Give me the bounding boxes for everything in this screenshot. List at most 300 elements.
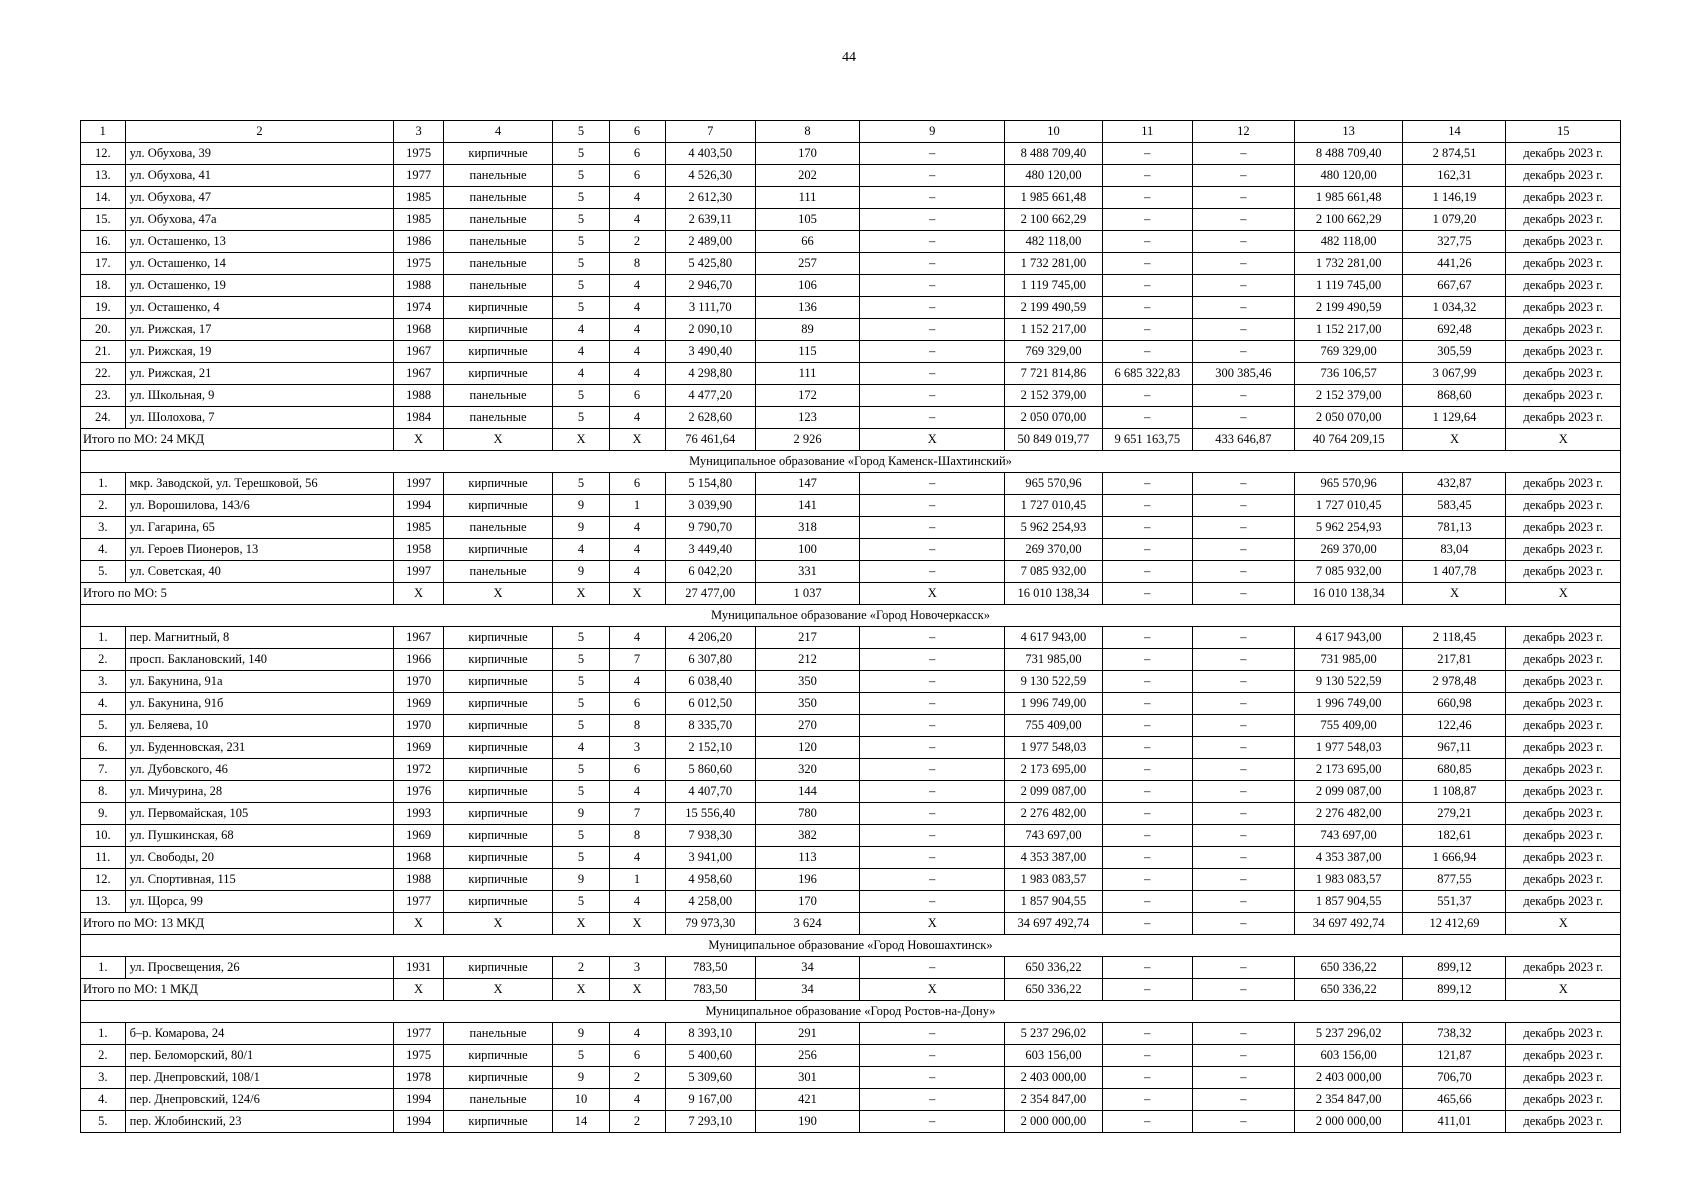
table-cell: 4: [609, 539, 665, 561]
table-cell: 16.: [81, 231, 126, 253]
table-cell: 217: [755, 627, 859, 649]
table-cell: 147: [755, 473, 859, 495]
table-cell: 5: [553, 847, 609, 869]
table-cell: –: [860, 1089, 1005, 1111]
table-cell: 1975: [394, 143, 443, 165]
total-label: Итого по МО: 13 МКД: [81, 913, 394, 935]
table-cell: панельные: [443, 1089, 553, 1111]
table-cell: 6: [609, 693, 665, 715]
address-cell: ул. Рижская, 19: [125, 341, 394, 363]
total-cell: 79 973,30: [665, 913, 755, 935]
table-cell: –: [1102, 253, 1192, 275]
table-cell: 9: [553, 517, 609, 539]
table-cell: 2 173 695,00: [1294, 759, 1403, 781]
table-cell: –: [1102, 957, 1192, 979]
table-cell: 4: [553, 363, 609, 385]
table-cell: 650 336,22: [1005, 957, 1102, 979]
page-number: 44: [842, 50, 856, 65]
table-cell: 2: [609, 1067, 665, 1089]
table-cell: 4: [609, 627, 665, 649]
table-cell: 115: [755, 341, 859, 363]
total-cell: X: [860, 429, 1005, 451]
table-cell: 4: [553, 539, 609, 561]
table-cell: 965 570,96: [1294, 473, 1403, 495]
total-cell: X: [609, 979, 665, 1001]
table-cell: 692,48: [1403, 319, 1506, 341]
table-cell: 1985: [394, 209, 443, 231]
table-cell: 1968: [394, 847, 443, 869]
table-cell: –: [1102, 891, 1192, 913]
table-cell: 2 199 490,59: [1005, 297, 1102, 319]
table-cell: декабрь 2023 г.: [1506, 209, 1621, 231]
table-cell: декабрь 2023 г.: [1506, 165, 1621, 187]
table-cell: 4.: [81, 539, 126, 561]
table-cell: 170: [755, 891, 859, 913]
table-cell: 2 403 000,00: [1005, 1067, 1102, 1089]
table-cell: 2 628,60: [665, 407, 755, 429]
table-cell: 1: [609, 495, 665, 517]
table-cell: панельные: [443, 385, 553, 407]
table-cell: 9: [553, 869, 609, 891]
table-cell: декабрь 2023 г.: [1506, 253, 1621, 275]
total-row: [81, 979, 1621, 1001]
table-cell: –: [860, 693, 1005, 715]
address-cell: ул. Пушкинская, 68: [125, 825, 394, 847]
table-row: [81, 143, 1621, 165]
table-cell: декабрь 2023 г.: [1506, 803, 1621, 825]
table-cell: панельные: [443, 253, 553, 275]
total-cell: 433 646,87: [1192, 429, 1294, 451]
table-cell: 1 732 281,00: [1005, 253, 1102, 275]
total-cell: X: [443, 429, 553, 451]
table-cell: 5 962 254,93: [1005, 517, 1102, 539]
table-cell: декабрь 2023 г.: [1506, 671, 1621, 693]
table-cell: 8 393,10: [665, 1023, 755, 1045]
table-cell: декабрь 2023 г.: [1506, 539, 1621, 561]
table-cell: декабрь 2023 г.: [1506, 473, 1621, 495]
address-cell: ул. Рижская, 21: [125, 363, 394, 385]
table-cell: –: [1192, 495, 1294, 517]
table-row: [81, 341, 1621, 363]
table-cell: 2 100 662,29: [1294, 209, 1403, 231]
table-cell: 5: [553, 209, 609, 231]
table-cell: 13.: [81, 891, 126, 913]
table-cell: 8.: [81, 781, 126, 803]
table-cell: –: [1102, 781, 1192, 803]
table-cell: 120: [755, 737, 859, 759]
table-cell: 4: [609, 341, 665, 363]
table-cell: 5: [553, 627, 609, 649]
table-cell: 9: [553, 561, 609, 583]
table-cell: –: [1102, 649, 1192, 671]
total-cell: X: [553, 583, 609, 605]
total-cell: 1 037: [755, 583, 859, 605]
table-cell: 3: [609, 737, 665, 759]
table-cell: 350: [755, 671, 859, 693]
table-cell: –: [1102, 627, 1192, 649]
table-cell: декабрь 2023 г.: [1506, 1089, 1621, 1111]
table-cell: –: [1102, 275, 1192, 297]
table-cell: 2 090,10: [665, 319, 755, 341]
address-cell: ул. Бакунина, 91б: [125, 693, 394, 715]
table-cell: кирпичные: [443, 715, 553, 737]
table-cell: 13.: [81, 165, 126, 187]
table-cell: 4: [609, 187, 665, 209]
table-cell: –: [860, 297, 1005, 319]
table-cell: панельные: [443, 209, 553, 231]
address-cell: пер. Беломорский, 80/1: [125, 1045, 394, 1067]
table-cell: панельные: [443, 561, 553, 583]
address-cell: ул. Бакунина, 91а: [125, 671, 394, 693]
table-cell: 1970: [394, 715, 443, 737]
address-cell: ул. Мичурина, 28: [125, 781, 394, 803]
total-cell: X: [443, 583, 553, 605]
table-cell: 291: [755, 1023, 859, 1045]
table-cell: –: [1102, 143, 1192, 165]
table-row: [81, 385, 1621, 407]
table-cell: панельные: [443, 517, 553, 539]
table-cell: –: [860, 957, 1005, 979]
table-cell: –: [860, 473, 1005, 495]
table-cell: 12.: [81, 869, 126, 891]
table-cell: 4 353 387,00: [1294, 847, 1403, 869]
table-cell: –: [1192, 561, 1294, 583]
table-row: [81, 297, 1621, 319]
table-cell: 1967: [394, 363, 443, 385]
total-cell: X: [553, 979, 609, 1001]
table-cell: –: [860, 759, 1005, 781]
table-cell: –: [1192, 165, 1294, 187]
address-cell: пер. Магнитный, 8: [125, 627, 394, 649]
table-row: [81, 649, 1621, 671]
table-cell: 4: [609, 891, 665, 913]
table-cell: 2 100 662,29: [1005, 209, 1102, 231]
table-cell: 1978: [394, 1067, 443, 1089]
table-cell: –: [860, 715, 1005, 737]
total-label: Итого по МО: 5: [81, 583, 394, 605]
table-cell: 22.: [81, 363, 126, 385]
table-cell: декабрь 2023 г.: [1506, 231, 1621, 253]
table-cell: 1997: [394, 561, 443, 583]
total-cell: 34 697 492,74: [1294, 913, 1403, 935]
table-cell: 2 173 695,00: [1005, 759, 1102, 781]
total-cell: –: [1102, 913, 1192, 935]
address-cell: ул. Беляева, 10: [125, 715, 394, 737]
municipality-header-row: [81, 605, 1621, 627]
column-number-header: 1: [81, 121, 126, 143]
table-cell: 4: [609, 407, 665, 429]
table-cell: 15.: [81, 209, 126, 231]
table-cell: 9: [553, 1023, 609, 1045]
table-cell: –: [860, 517, 1005, 539]
table-cell: панельные: [443, 407, 553, 429]
table-cell: декабрь 2023 г.: [1506, 561, 1621, 583]
table-cell: –: [1102, 473, 1192, 495]
table-cell: 2: [553, 957, 609, 979]
table-cell: кирпичные: [443, 671, 553, 693]
table-cell: 6 038,40: [665, 671, 755, 693]
table-cell: 8 335,70: [665, 715, 755, 737]
column-number-header: 12: [1192, 121, 1294, 143]
total-cell: X: [609, 913, 665, 935]
table-cell: 2 978,48: [1403, 671, 1506, 693]
table-cell: –: [1192, 1045, 1294, 1067]
table-cell: –: [1192, 143, 1294, 165]
total-row: [81, 583, 1621, 605]
table-cell: –: [1192, 341, 1294, 363]
table-cell: 706,70: [1403, 1067, 1506, 1089]
table-cell: 12.: [81, 143, 126, 165]
table-cell: 1969: [394, 737, 443, 759]
table-cell: 66: [755, 231, 859, 253]
total-cell: X: [1506, 583, 1621, 605]
total-label: Итого по МО: 24 МКД: [81, 429, 394, 451]
table-cell: –: [860, 385, 1005, 407]
table-cell: –: [1102, 737, 1192, 759]
total-cell: 899,12: [1403, 979, 1506, 1001]
table-cell: –: [860, 649, 1005, 671]
table-cell: 1988: [394, 385, 443, 407]
table-cell: 1977: [394, 1023, 443, 1045]
table-cell: –: [860, 187, 1005, 209]
column-number-header: 9: [860, 121, 1005, 143]
table-cell: –: [860, 803, 1005, 825]
table-cell: кирпичные: [443, 803, 553, 825]
table-row: [81, 847, 1621, 869]
table-cell: 1 119 745,00: [1005, 275, 1102, 297]
table-cell: декабрь 2023 г.: [1506, 649, 1621, 671]
column-number-header: 13: [1294, 121, 1403, 143]
table-cell: 5: [553, 715, 609, 737]
table-cell: 1 034,32: [1403, 297, 1506, 319]
table-cell: 1988: [394, 275, 443, 297]
table-row: [81, 715, 1621, 737]
address-cell: ул. Советская, 40: [125, 561, 394, 583]
municipality-title: Муниципальное образование «Город Новочеркасск»: [81, 605, 1621, 627]
table-cell: декабрь 2023 г.: [1506, 275, 1621, 297]
table-cell: 350: [755, 693, 859, 715]
table-cell: 2 276 482,00: [1005, 803, 1102, 825]
table-cell: 10: [553, 1089, 609, 1111]
table-cell: 6: [609, 143, 665, 165]
table-cell: 738,32: [1403, 1023, 1506, 1045]
table-cell: 2 639,11: [665, 209, 755, 231]
table-cell: декабрь 2023 г.: [1506, 1045, 1621, 1067]
table-cell: –: [860, 781, 1005, 803]
table-cell: –: [860, 671, 1005, 693]
table-row: [81, 957, 1621, 979]
table-cell: 4: [609, 319, 665, 341]
table-cell: –: [860, 209, 1005, 231]
total-cell: X: [394, 429, 443, 451]
municipality-title: Муниципальное образование «Город Каменск-Шахтинский»: [81, 451, 1621, 473]
table-cell: кирпичные: [443, 649, 553, 671]
table-cell: 1 996 749,00: [1005, 693, 1102, 715]
total-cell: X: [394, 979, 443, 1001]
table-row: [81, 363, 1621, 385]
table-cell: 8: [609, 253, 665, 275]
table-cell: 300 385,46: [1192, 363, 1294, 385]
table-cell: 1985: [394, 517, 443, 539]
table-cell: –: [1102, 671, 1192, 693]
address-cell: пер. Днепровский, 108/1: [125, 1067, 394, 1089]
total-cell: X: [553, 429, 609, 451]
table-cell: декабрь 2023 г.: [1506, 891, 1621, 913]
table-cell: декабрь 2023 г.: [1506, 319, 1621, 341]
table-cell: –: [1102, 1111, 1192, 1133]
table-cell: –: [1192, 253, 1294, 275]
table-cell: 3: [609, 957, 665, 979]
table-cell: –: [860, 891, 1005, 913]
table-cell: 269 370,00: [1294, 539, 1403, 561]
municipality-title: Муниципальное образование «Город Новошахтинск»: [81, 935, 1621, 957]
table-cell: 7 085 932,00: [1005, 561, 1102, 583]
table-cell: –: [1102, 803, 1192, 825]
table-cell: 1997: [394, 473, 443, 495]
table-cell: –: [860, 737, 1005, 759]
table-cell: 2 152 379,00: [1005, 385, 1102, 407]
table-cell: 111: [755, 187, 859, 209]
total-cell: X: [1506, 979, 1621, 1001]
column-number-header: 7: [665, 121, 755, 143]
table-cell: 2 874,51: [1403, 143, 1506, 165]
table-cell: –: [1192, 319, 1294, 341]
address-cell: ул. Школьная, 9: [125, 385, 394, 407]
table-cell: кирпичные: [443, 495, 553, 517]
table-cell: 7 721 814,86: [1005, 363, 1102, 385]
table-cell: 320: [755, 759, 859, 781]
total-cell: 34: [755, 979, 859, 1001]
table-cell: 2 152 379,00: [1294, 385, 1403, 407]
column-number-row: [81, 121, 1621, 143]
table-cell: 6 042,20: [665, 561, 755, 583]
table-cell: –: [1102, 495, 1192, 517]
total-cell: 650 336,22: [1005, 979, 1102, 1001]
table-cell: –: [860, 1067, 1005, 1089]
total-cell: –: [1102, 583, 1192, 605]
total-cell: X: [553, 913, 609, 935]
table-cell: 2 612,30: [665, 187, 755, 209]
table-cell: 6 685 322,83: [1102, 363, 1192, 385]
table-cell: 1 407,78: [1403, 561, 1506, 583]
table-cell: 2 000 000,00: [1005, 1111, 1102, 1133]
total-cell: 650 336,22: [1294, 979, 1403, 1001]
table-cell: 1 977 548,03: [1294, 737, 1403, 759]
table-cell: 6: [609, 165, 665, 187]
table-row: [81, 781, 1621, 803]
table-cell: 217,81: [1403, 649, 1506, 671]
table-cell: 967,11: [1403, 737, 1506, 759]
table-cell: 2 099 087,00: [1005, 781, 1102, 803]
table-row: [81, 1111, 1621, 1133]
table-cell: 1986: [394, 231, 443, 253]
table-cell: 2 000 000,00: [1294, 1111, 1403, 1133]
table-cell: 162,31: [1403, 165, 1506, 187]
table-cell: 1967: [394, 341, 443, 363]
table-cell: 5.: [81, 1111, 126, 1133]
table-cell: 660,98: [1403, 693, 1506, 715]
table-cell: 1 983 083,57: [1294, 869, 1403, 891]
table-cell: –: [1102, 165, 1192, 187]
address-cell: ул. Рижская, 17: [125, 319, 394, 341]
total-cell: 16 010 138,34: [1005, 583, 1102, 605]
table-cell: –: [1102, 517, 1192, 539]
table-cell: 1 152 217,00: [1005, 319, 1102, 341]
table-cell: 4.: [81, 1089, 126, 1111]
table-cell: 899,12: [1403, 957, 1506, 979]
table-cell: 1993: [394, 803, 443, 825]
table-cell: –: [1192, 803, 1294, 825]
table-cell: –: [1192, 1067, 1294, 1089]
table-cell: кирпичные: [443, 737, 553, 759]
table-cell: 1967: [394, 627, 443, 649]
table-cell: –: [1102, 539, 1192, 561]
table-cell: 14.: [81, 187, 126, 209]
table-cell: 780: [755, 803, 859, 825]
table-cell: –: [1192, 891, 1294, 913]
table-cell: 6: [609, 1045, 665, 1067]
address-cell: ул. Осташенко, 19: [125, 275, 394, 297]
table-cell: 5 237 296,02: [1005, 1023, 1102, 1045]
table-cell: 1974: [394, 297, 443, 319]
table-cell: –: [860, 495, 1005, 517]
total-cell: X: [860, 913, 1005, 935]
table-cell: 868,60: [1403, 385, 1506, 407]
table-cell: –: [1192, 1089, 1294, 1111]
table-cell: 667,67: [1403, 275, 1506, 297]
total-cell: 50 849 019,77: [1005, 429, 1102, 451]
table-cell: –: [1102, 693, 1192, 715]
address-cell: ул. Щорса, 99: [125, 891, 394, 913]
table-cell: 7: [609, 649, 665, 671]
table-cell: 2 118,45: [1403, 627, 1506, 649]
table-cell: 4 617 943,00: [1294, 627, 1403, 649]
table-cell: 18.: [81, 275, 126, 297]
column-number-header: 10: [1005, 121, 1102, 143]
table-cell: 111: [755, 363, 859, 385]
table-cell: 5: [553, 891, 609, 913]
table-cell: 5: [553, 693, 609, 715]
address-cell: ул. Просвещения, 26: [125, 957, 394, 979]
table-cell: –: [1102, 1089, 1192, 1111]
table-cell: 4.: [81, 693, 126, 715]
table-cell: 1 727 010,45: [1005, 495, 1102, 517]
table-cell: –: [1192, 385, 1294, 407]
table-cell: 4: [553, 737, 609, 759]
table-cell: 3.: [81, 1067, 126, 1089]
total-cell: 27 477,00: [665, 583, 755, 605]
table-cell: 2 354 847,00: [1294, 1089, 1403, 1111]
table-cell: 3 449,40: [665, 539, 755, 561]
table-cell: 100: [755, 539, 859, 561]
table-cell: 5: [553, 231, 609, 253]
table-cell: –: [1192, 407, 1294, 429]
table-cell: 1 732 281,00: [1294, 253, 1403, 275]
table-cell: –: [1192, 759, 1294, 781]
table-cell: 551,37: [1403, 891, 1506, 913]
table-row: [81, 209, 1621, 231]
table-cell: 141: [755, 495, 859, 517]
table-cell: 113: [755, 847, 859, 869]
table-cell: кирпичные: [443, 1045, 553, 1067]
table-cell: декабрь 2023 г.: [1506, 869, 1621, 891]
table-cell: –: [1102, 385, 1192, 407]
table-cell: –: [1192, 781, 1294, 803]
total-cell: 3 624: [755, 913, 859, 935]
table-cell: 4 258,00: [665, 891, 755, 913]
table-cell: 1984: [394, 407, 443, 429]
table-cell: 5: [553, 275, 609, 297]
